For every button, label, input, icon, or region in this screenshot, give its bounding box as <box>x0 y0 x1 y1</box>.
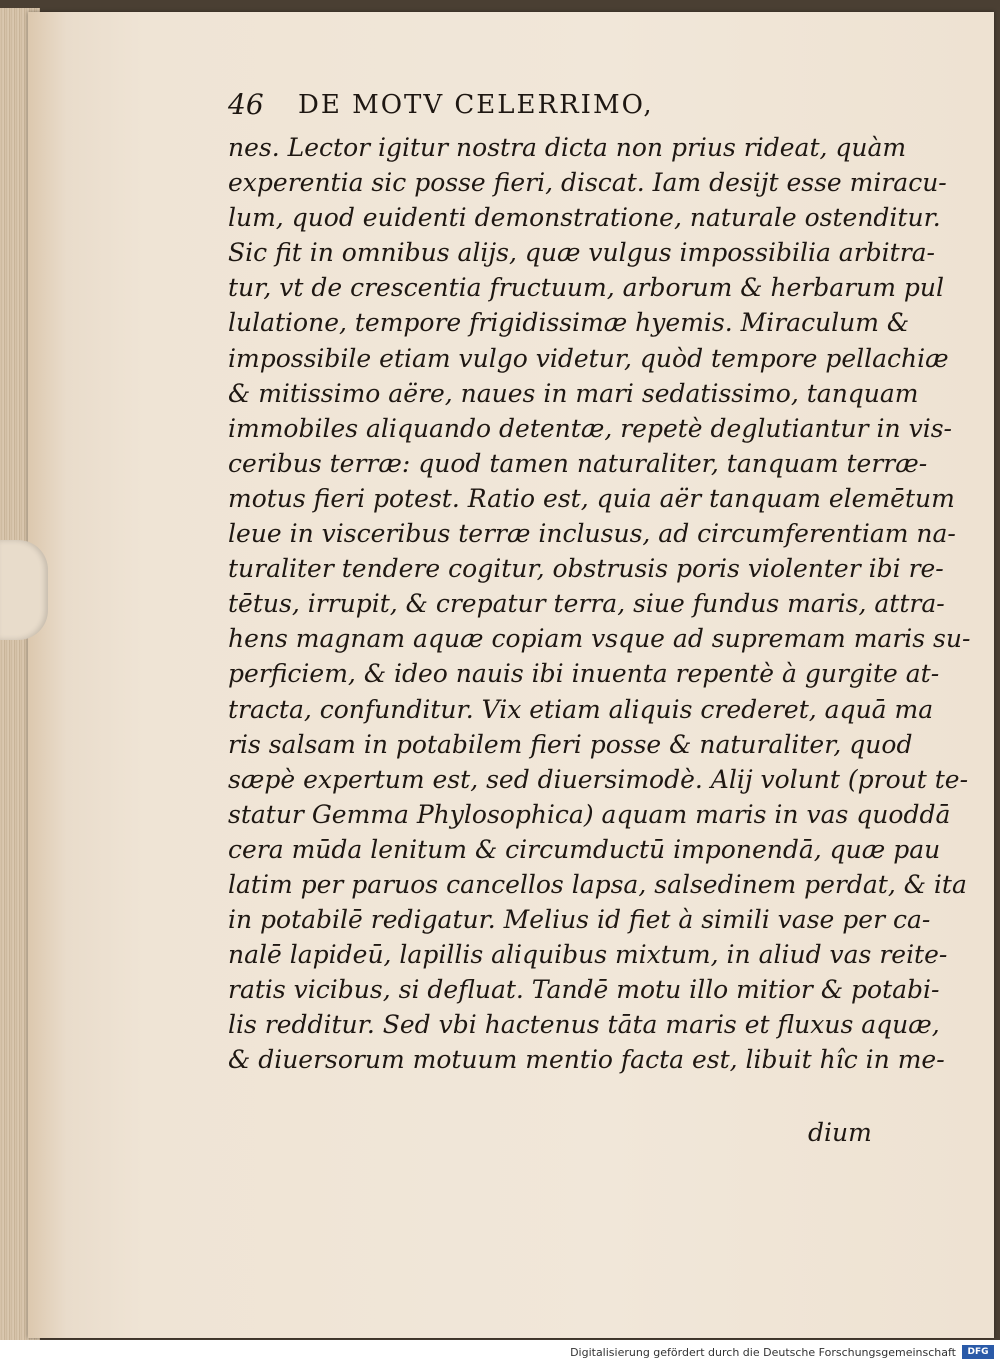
dfg-logo-icon: DFG <box>962 1345 994 1359</box>
clip-tab <box>0 540 48 640</box>
footer-credit: Digitalisierung gefördert durch die Deutsche Forschungsgemeinschaft <box>570 1346 956 1359</box>
text-line: nes. Lector igitur nostra dicta non prius rideat, quàm <box>228 133 907 162</box>
running-head-title: DE MOTV CELERRIMO, <box>298 90 654 120</box>
text-line: latim per paruos cancellos lapsa, salsedinem perdat, & ita <box>228 869 967 899</box>
text-line: tracta, confunditur. Vix etiam aliquis crederet, aquā ma <box>228 694 934 724</box>
text-line: lulatione, tempore frigidissimæ hyemis. Miraculum & <box>228 308 910 338</box>
text-line: cera mūda lenitum & circumductū imponendā, quæ pau <box>228 834 941 864</box>
text-line: Sic fit in omnibus alijs, quæ vulgus impossibilia arbitra- <box>228 238 935 268</box>
text-line: perficiem, & ideo nauis ibi inuenta repentè à gurgite at- <box>228 659 940 689</box>
text-line: nalē lapideū, lapillis aliquibus mixtum, in aliud vas reite- <box>228 940 948 970</box>
text-line: & diuersorum motuum mentio facta est, libuit hîc in me- <box>228 1045 945 1075</box>
text-line: impossibile etiam vulgo videtur, quòd tempore pellachiæ <box>228 343 949 373</box>
text-line: turaliter tendere cogitur, obstrusis poris violenter ibi re- <box>228 554 944 584</box>
text-line: statur Gemma Phylosophica) aquam maris in vas quoddā <box>228 799 951 829</box>
text-line: hens magnam aquæ copiam vsque ad supremam maris su- <box>228 624 971 654</box>
text-line: leue in visceribus terræ inclusus, ad circumferentiam na- <box>228 519 956 549</box>
text-line: lum, quod euidenti demonstratione, naturale ostenditur. <box>228 203 941 233</box>
text-line: sæpè expertum est, sed diuersimodè. Alij volunt (prout te- <box>228 764 969 794</box>
text-line: ris salsam in potabilem fieri posse & naturaliter, quod <box>228 729 913 759</box>
text-line: ceribus terræ: quod tamen naturaliter, tanquam terræ- <box>228 448 928 478</box>
footer-bar <box>0 1340 1000 1366</box>
text-line: in potabilē redigatur. Melius id fiet à simili vase per ca- <box>228 905 931 935</box>
text-line: ratis vicibus, si defluat. Tandē motu illo mitior & potabi- <box>228 975 940 1005</box>
catchword: dium <box>808 1118 872 1147</box>
text-line: & mitissimo aëre, naues in mari sedatissimo, tanquam <box>228 378 919 408</box>
text-line: lis redditur. Sed vbi hactenus tāta maris et fluxus aquæ, <box>228 1010 940 1040</box>
text-line: tētus, irrupit, & crepatur terra, siue fundus maris, attra- <box>228 589 945 619</box>
running-head <box>228 88 788 128</box>
text-line: immobiles aliquando detentæ, repetè deglutiantur in vis- <box>228 413 952 443</box>
text-line: motus fieri potest. Ratio est, quia aër tanquam elemētum <box>228 483 955 513</box>
book-page <box>28 12 994 1338</box>
text-line: tur, vt de crescentia fructuum, arborum & herbarum pul <box>228 273 945 303</box>
body-text <box>228 130 971 1078</box>
text-line: experentia sic posse fieri, discat. Iam desijt esse miracu- <box>228 168 947 198</box>
page-number: 46 <box>228 88 264 121</box>
